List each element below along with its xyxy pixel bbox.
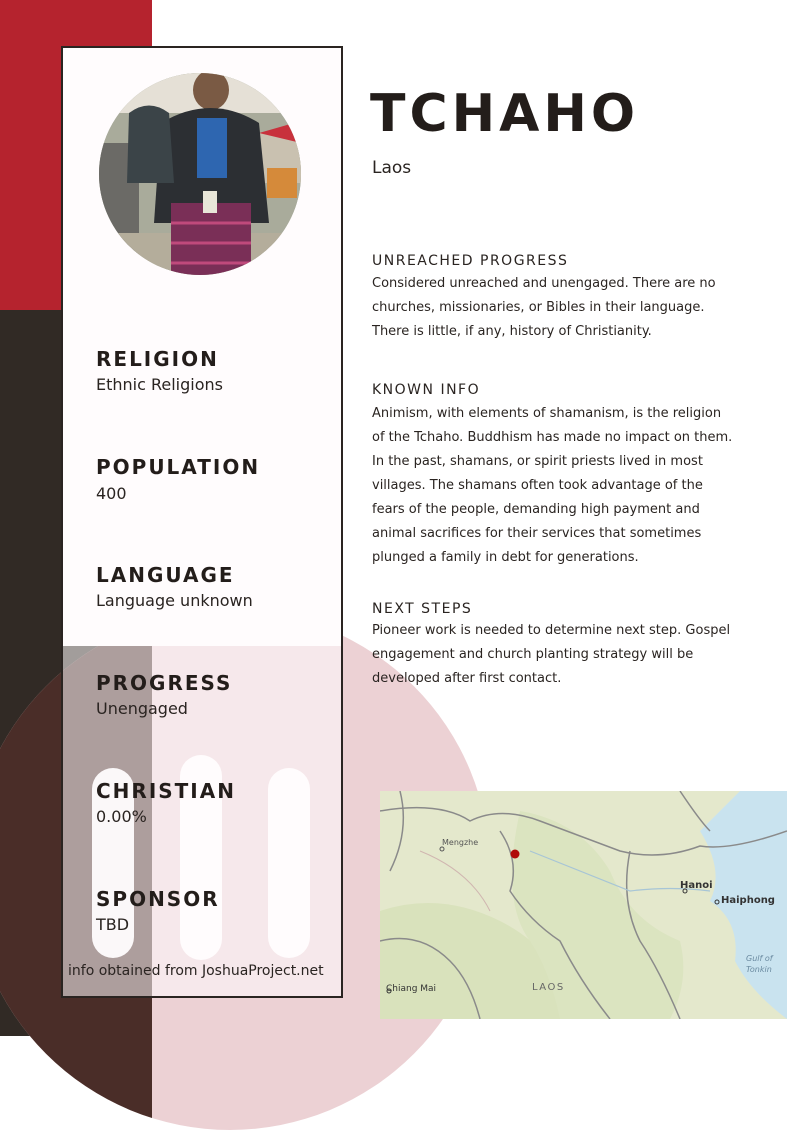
profile-photo (99, 73, 301, 275)
map-label-laos: LAOS (532, 982, 565, 993)
text-line: Pioneer work is needed to determine next step. Gospel (372, 623, 731, 638)
section-body-unreached (372, 272, 744, 344)
stat-value-language: Language unknown (96, 591, 253, 610)
stat-value-sponsor: TBD (96, 915, 130, 934)
text-line: In the past, shamans, or spirit priests lived in most (372, 454, 703, 469)
text-line: developed after first contact. (372, 671, 562, 686)
stat-value-progress: Unengaged (96, 699, 188, 718)
text-line: plunged a family in debt for generations. (372, 550, 639, 565)
text-line: churches, missionaries, or Bibles in their language. (372, 300, 705, 315)
location-marker (511, 850, 520, 859)
text-line: fears of the people, demanding high payment and (372, 502, 700, 517)
page-title: TCHAHO (370, 84, 640, 144)
country-subtitle: Laos (372, 158, 412, 178)
text-line: of the Tchaho. Buddhism has made no impact on them. (372, 430, 733, 445)
section-body-known-info (372, 402, 744, 570)
stat-label-religion: RELIGION (96, 347, 219, 371)
text-line: Considered unreached and unengaged. There are no (372, 276, 716, 291)
section-heading-known-info: KNOWN INFO (372, 382, 481, 398)
map-label-haiphong: Haiphong (721, 895, 775, 906)
text-line: There is little, if any, history of Christianity. (372, 324, 652, 339)
stat-value-christian: 0.00% (96, 807, 147, 826)
source-note: info obtained from JoshuaProject.net (68, 963, 324, 979)
map-label-gulf: Gulf of (746, 954, 773, 963)
stat-label-population: POPULATION (96, 455, 261, 479)
stat-label-progress: PROGRESS (96, 671, 233, 695)
section-body-next-steps (372, 619, 744, 691)
stat-label-language: LANGUAGE (96, 563, 235, 587)
text-line: animal sacrifices for their services that sometimes (372, 526, 702, 541)
section-heading-unreached: UNREACHED PROGRESS (372, 253, 569, 269)
stat-value-religion: Ethnic Religions (96, 375, 223, 394)
map-label-hanoi: Hanoi (680, 880, 713, 891)
stat-value-population: 400 (96, 484, 127, 503)
stat-label-sponsor: SPONSOR (96, 887, 220, 911)
text-line: Animism, with elements of shamanism, is the religion (372, 406, 722, 421)
text-line: villages. The shamans often took advantage of the (372, 478, 703, 493)
stat-label-christian: CHRISTIAN (96, 779, 236, 803)
section-heading-next-steps: NEXT STEPS (372, 601, 473, 617)
map-label-chiang-mai: Chiang Mai (386, 984, 437, 994)
text-line: engagement and church planting strategy will be (372, 647, 694, 662)
map-label-mengzhe: Mengzhe (442, 838, 479, 847)
location-map (380, 791, 787, 1019)
map-label-tonkin: Tonkin (746, 965, 772, 974)
